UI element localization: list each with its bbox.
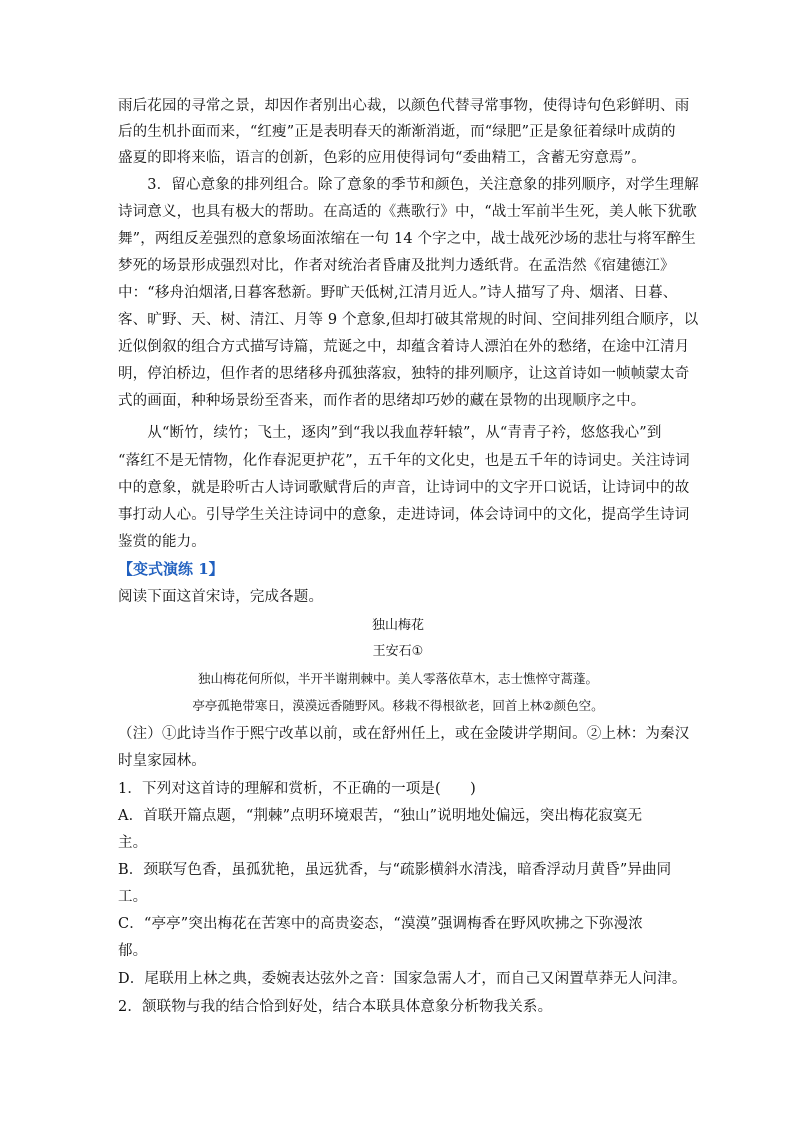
paragraph-line: 从“断竹，续竹；飞土，逐肉”到“我以我血荐轩辕”，从“青青子衿，悠悠我心”到	[118, 425, 662, 441]
option-b: B．颈联写色香，虽孤犹艳，虽远犹香，与“疏影横斜水清浅，暗香浮动月黄昏”异曲同	[118, 862, 672, 878]
option-d: D．尾联用上林之典，委婉表达弦外之音：国家急需人才，而自己又闲置草莽无人问津。	[118, 971, 687, 987]
paragraph-line: 事打动人心。引导学生关注诗词中的意象，走进诗词，体会诗词中的文化，提高学生诗词	[118, 507, 690, 523]
paragraph-line: 3．留心意象的排列组合。除了意象的季节和颜色，关注意象的排列顺序，对学生理解	[118, 177, 699, 193]
option-a: A．首联开篇点题，“荆棘”点明环境艰苦，“独山”说明地处偏远，突出梅花寂寞无	[118, 808, 643, 824]
option-a-cont: 主。	[118, 835, 148, 851]
paragraph-line: 明，停泊桥边，但作者的思绪移舟孤独落寂，独特的排列顺序，让这首诗如一帧帧蒙太奇	[118, 366, 690, 382]
paragraph-line: 盛夏的即将来临，语言的创新，色彩的应用使得词句“委曲精工，含蓄无穷意焉”。	[118, 150, 646, 166]
paragraph-line: 中：“移舟泊烟渚,日暮客愁新。野旷天低树,江清月近人。”诗人描写了舟、烟渚、日暮、	[118, 285, 678, 301]
paragraph-line: 式的画面，种种场景纷至沓来，而作者的思绪却巧妙的藏在景物的出现顺序之中。	[118, 393, 646, 409]
paragraph-line: 诗词意义，也具有极大的帮助。在高适的《燕歌行》中，“战士军前半生死，美人帐下犹歌	[118, 204, 697, 220]
paragraph-line: 舞”，两组反差强烈的意象场面浓缩在一句 14 个字之中，战士战死沙场的悲壮与将军醉生	[118, 231, 696, 247]
exercise-heading: 【变式演练 1】	[118, 560, 224, 578]
paragraph-line: “落红不是无情物，化作春泥更护花”，五千年的文化史，也是五千年的诗词史。关注诗词	[118, 453, 690, 469]
note-line: （注）①此诗当作于熙宁改革以前，或在舒州任上，或在金陵讲学期间。②上林：为秦汉	[118, 726, 690, 742]
option-c: C．“亭亭”突出梅花在苦寒中的高贵姿态，“漠漠”强调梅香在野风吹拂之下弥漫浓	[118, 916, 643, 932]
poem-title: 独山梅花	[371, 618, 424, 633]
paragraph-line: 客、旷野、天、树、清江、月等 9 个意象,但却打破其常规的时间、空间排列组合顺序，以	[118, 312, 699, 328]
paragraph-line: 后的生机扑面而来，“红瘦”正是表明春天的渐渐消逝，而“绿肥”正是象征着绿叶成荫的	[118, 124, 676, 140]
paragraph-line: 梦死的场景形成强烈对比，作者对统治者昏庸及批判力透纸背。在孟浩然《宿建德江》	[118, 258, 675, 274]
paragraph-line: 鉴赏的能力。	[118, 534, 206, 550]
paragraph-line: 中的意象，就是聆听古人诗词歌赋背后的声音，让诗词中的文字开口说话，让诗词中的故	[118, 480, 690, 496]
paragraph-line: 近似倒叙的组合方式描写诗篇，荒诞之中，却蕴含着诗人漂泊在外的愁绪，在途中江清月	[118, 339, 690, 355]
poem-line: 独山梅花何所似，半开半谢荆棘中。美人零落依草木，志士憔悴守蒿蓬。	[197, 671, 598, 686]
poem-author: 王安石①	[372, 644, 424, 659]
question-1: 1．下列对这首诗的理解和赏析，不正确的一项是( )	[118, 781, 476, 797]
note-line: 时皇家园林。	[118, 753, 206, 769]
instruction-text: 阅读下面这首宋诗，完成各题。	[118, 589, 324, 605]
option-b-cont: 工。	[118, 889, 148, 905]
poem-line: 亭亭孤艳带寒日，漠漠远香随野风。移栽不得根欲老，回首上林②颜色空。	[192, 698, 604, 713]
paragraph-line: 雨后花园的寻常之景，却因作者别出心裁，以颜色代替寻常事物，使得诗句色彩鲜明、雨	[118, 98, 690, 114]
option-c-cont: 郁。	[118, 943, 148, 959]
question-2: 2．颔联物与我的结合恰到好处，结合本联具体意象分析物我关系。	[118, 999, 553, 1015]
